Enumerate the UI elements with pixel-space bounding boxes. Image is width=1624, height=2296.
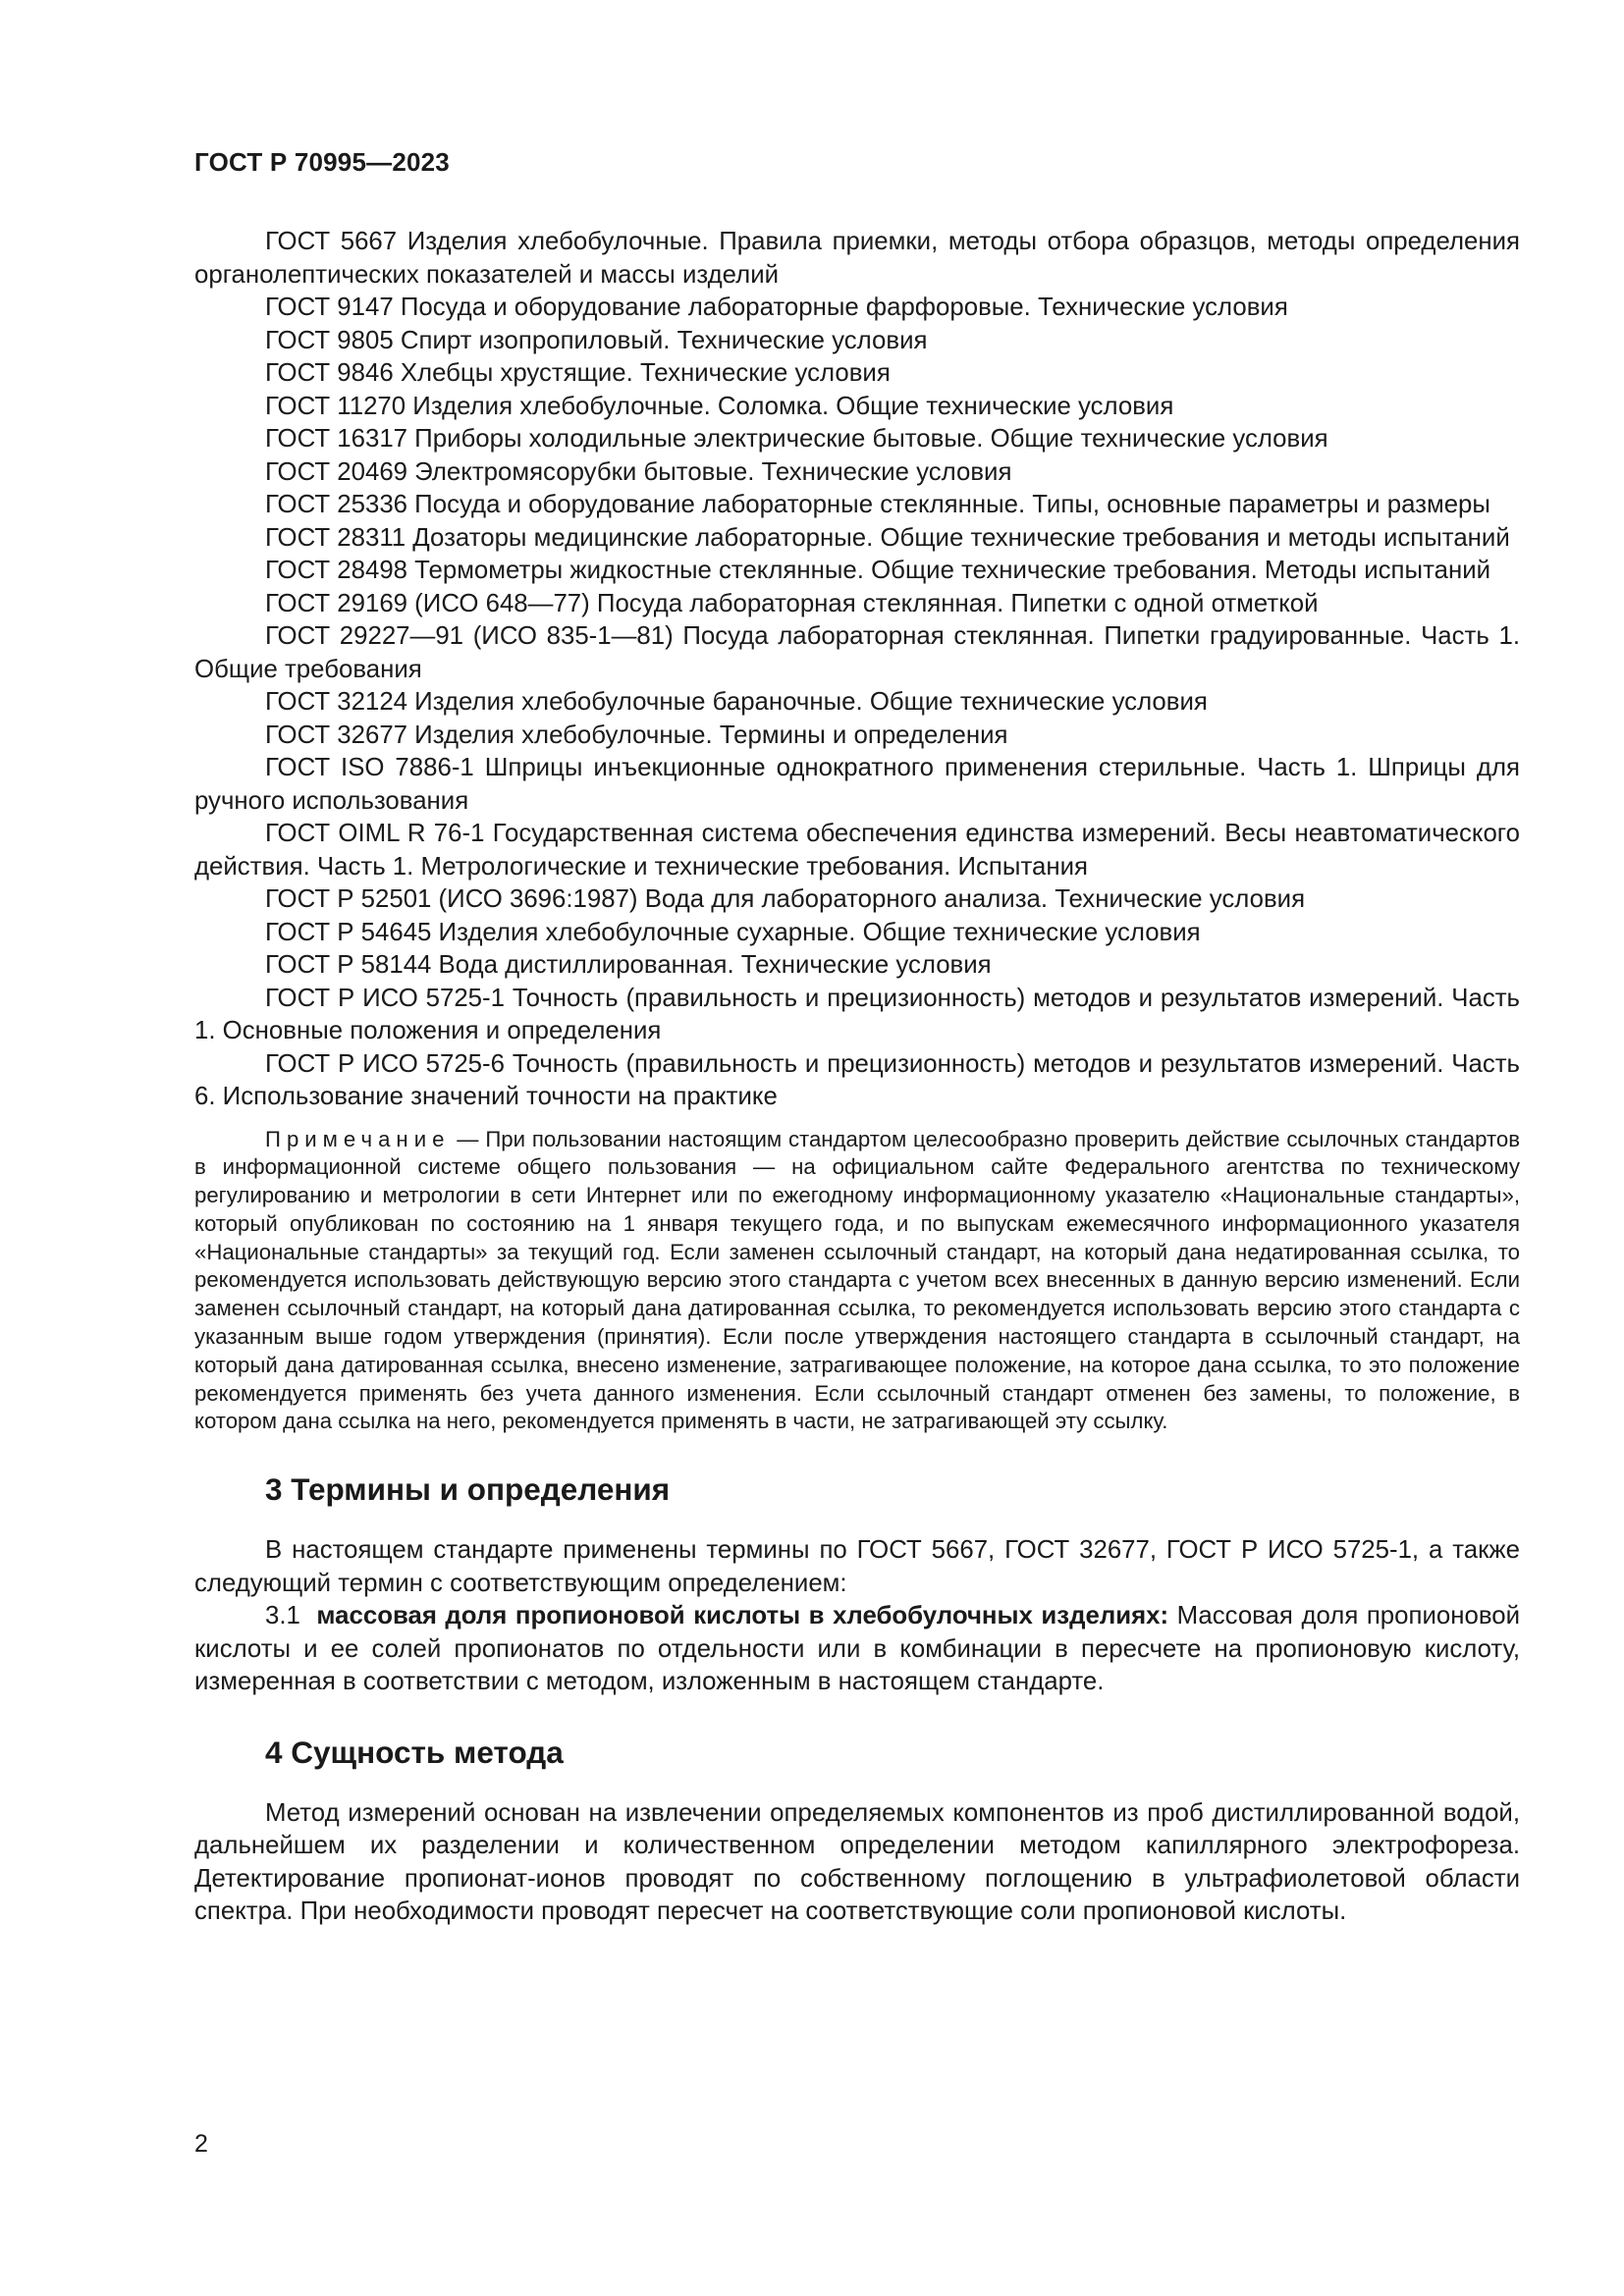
reference-item: ГОСТ 9805 Спирт изопропиловый. Технические условия (265, 326, 928, 354)
reference-item: ГОСТ Р ИСО 5725-1 Точность (правильность и прецизионность) методов и результатов измерений. Часть 1. Основные положения и определения (194, 984, 1520, 1044)
reference-item: ГОСТ 11270 Изделия хлебобулочные. Соломка. Общие технические условия (265, 392, 1174, 420)
term-definition: Массовая доля пропионовой кислоты и ее солей пропионатов по отдельности или в комбинации в пересчете на пропионовую кислоту, измеренная в соответствии с методом, изложенным в настоящем стандарте. (194, 1602, 1520, 1696)
section-4-text: Метод измерений основан на извлечении определяемых компонентов из проб дистиллированной водой, дальнейшем их разделении и количественном определении методом капиллярного электрофореза. Детектирование пропионат-ионов проводят по собственному поглощению в ультрафиолетовой области спектра. При необходимости проводят пересчет на соответствующие соли пропионовой кислоты. (194, 1798, 1520, 1926)
reference-item: ГОСТ ISO 7886-1 Шприцы инъекционные однократного применения стерильные. Часть 1. Шприцы для ручного использования (194, 754, 1520, 815)
page-content (194, 226, 1520, 1929)
section-4-title: 4 Сущность метода (265, 1734, 564, 1770)
reference-item: ГОСТ 28311 Дозаторы медицинские лабораторные. Общие технические требования и методы испытаний (265, 523, 1510, 552)
reference-item: ГОСТ 9147 Посуда и оборудование лабораторные фарфоровые. Технические условия (265, 294, 1288, 321)
reference-item: ГОСТ Р 52501 (ИСО 3696:1987) Вода для лабораторного анализа. Технические условия (265, 885, 1306, 913)
note-paragraph (194, 1126, 1520, 1437)
page-number: 2 (194, 2130, 208, 2158)
section-3-title: 3 Термины и определения (265, 1471, 671, 1508)
reference-item: ГОСТ Р 54645 Изделия хлебобулочные сухарные. Общие технические условия (265, 918, 1201, 946)
reference-item: ГОСТ 25336 Посуда и оборудование лабораторные стеклянные. Типы, основные параметры и размеры (265, 491, 1490, 518)
reference-item: ГОСТ 9846 Хлебцы хрустящие. Технические условия (265, 359, 891, 387)
note-label: Примечание (265, 1126, 451, 1151)
term-name: массовая доля пропионовой кислоты в хлебобулочных изделиях: (316, 1602, 1169, 1630)
references-list (194, 226, 1520, 1114)
reference-item: ГОСТ 28498 Термометры жидкостные стеклянные. Общие технические требования. Методы испытаний (265, 557, 1491, 584)
reference-item: ГОСТ 20469 Электромясорубки бытовые. Технические условия (265, 457, 1012, 486)
reference-item: ГОСТ 16317 Приборы холодильные электрические бытовые. Общие технические условия (265, 425, 1328, 453)
note-text: — При пользовании настоящим стандартом целесообразно проверить действие ссылочных стандартов в информационной системе общего пользования — на официальном сайте Федерального агентства по техническому регулированию и метрологии в сети Интернет или по ежегодному информационному указателю «Национальные стандарты», который опубликован по состоянию на 1 января текущего года, и по выпускам ежемесячного информационного указателя «Национальные стандарты» за текущий год. Если заменен ссылочный стандарт, на который дана недатированная ссылка, то рекомендуется использовать действующую версию этого стандарта с учетом всех внесенных в данную версию изменений. Если заменен ссылочный стандарт, на который дана датированная ссылка, то рекомендуется использовать версию этого стандарта с указанным выше годом утверждения (принятия). Если после утверждения настоящего стандарта в ссылочный стандарт, на который дана датированная ссылка, внесено изменение, затрагивающее положение, на которое дана ссылка, то это положение рекомендуется применять без учета данного изменения. Если ссылочный стандарт отменен без замены, то положение, в котором дана ссылка на него, рекомендуется применять в части, не затрагивающей эту ссылку. (194, 1126, 1520, 1434)
reference-item: ГОСТ Р ИСО 5725-6 Точность (правильность и прецизионность) методов и результатов измерений. Часть 6. Использование значений точности на практике (194, 1049, 1520, 1110)
reference-item: ГОСТ OIML R 76-1 Государственная система обеспечения единства измерений. Весы неавтоматического действия. Часть 1. Метрологические и технические требования. Испытания (194, 820, 1520, 881)
reference-item: ГОСТ 29169 (ИСО 648—77) Посуда лабораторная стеклянная. Пипетки с одной отметкой (265, 589, 1319, 617)
reference-item: ГОСТ 32677 Изделия хлебобулочные. Термины и определения (265, 721, 1008, 749)
reference-item: ГОСТ 29227—91 (ИСО 835-1—81) Посуда лабораторная стеклянная. Пипетки градуированные. Часть 1. Общие требования (194, 622, 1520, 683)
reference-item: ГОСТ Р 58144 Вода дистиллированная. Технические условия (265, 951, 992, 979)
term-definition-paragraph (194, 1600, 1520, 1699)
reference-item: ГОСТ 5667 Изделия хлебобулочные. Правила приемки, методы отбора образцов, методы определения органолептических показателей и массы изделий (194, 228, 1520, 289)
section-3-intro: В настоящем стандарте применены термины по ГОСТ 5667, ГОСТ 32677, ГОСТ Р ИСО 5725-1, а также следующий термин с соответствующим определением: (194, 1536, 1520, 1597)
reference-item: ГОСТ 32124 Изделия хлебобулочные бараночные. Общие технические условия (265, 688, 1208, 716)
document-code-header: ГОСТ Р 70995—2023 (194, 147, 450, 177)
term-number: 3.1 (265, 1602, 300, 1630)
